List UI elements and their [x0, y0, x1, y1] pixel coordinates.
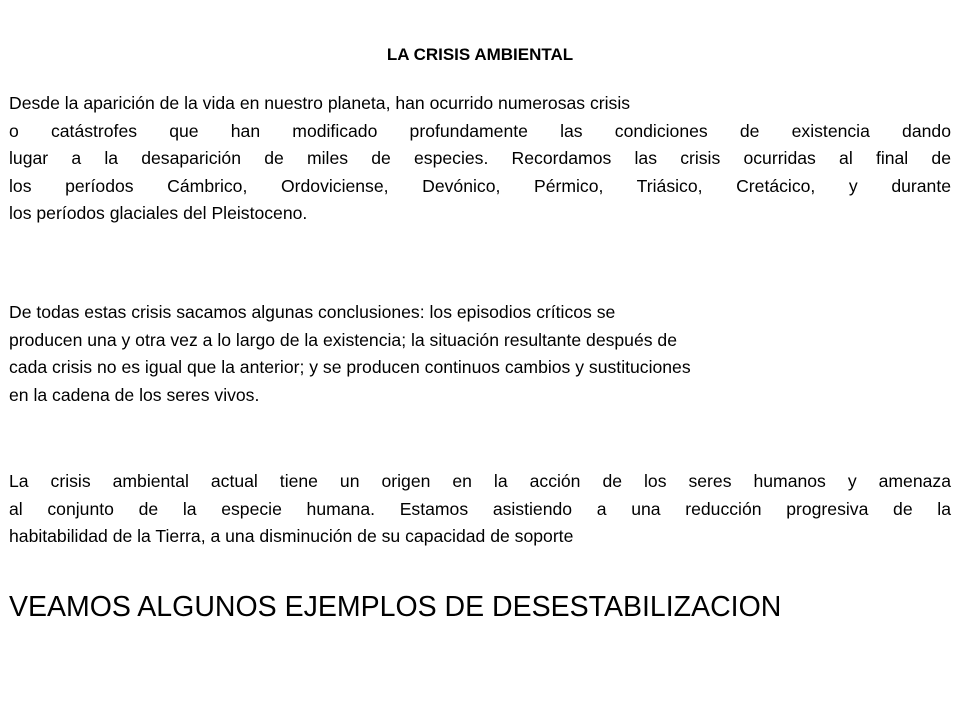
- paragraph-1-line: o catástrofes que han modificado profundamente las condiciones de existencia dando: [9, 120, 951, 141]
- paragraph-3: [9, 468, 951, 551]
- paragraph-1: [9, 90, 951, 228]
- paragraph-1-line: lugar a la desaparición de miles de especies. Recordamos las crisis ocurridas al final de: [9, 148, 951, 168]
- paragraph-1-line: los períodos Cámbrico, Ordoviciense, Devónico, Pérmico, Triásico, Cretácico, y durante: [9, 175, 951, 196]
- headline: VEAMOS ALGUNOS EJEMPLOS DE DESESTABILIZACION: [9, 591, 782, 623]
- paragraph-1-line: los períodos glaciales del Pleistoceno.: [9, 203, 308, 223]
- page-title: LA CRISIS AMBIENTAL: [386, 45, 574, 64]
- paragraph-3-line: habitabilidad de la Tierra, a una disminución de su capacidad de soporte: [9, 526, 574, 546]
- paragraph-2: [9, 299, 951, 409]
- paragraph-2-line: en la cadena de los seres vivos.: [9, 384, 260, 405]
- paragraph-2-line: cada crisis no es igual que la anterior; y se producen continuos cambios y sustituciones: [9, 357, 691, 377]
- paragraph-3-line: al conjunto de la especie humana. Estamos asistiendo a una reducción progresiva de la: [9, 498, 951, 519]
- paragraph-2-line: De todas estas crisis sacamos algunas conclusiones: los episodios críticos se: [9, 302, 616, 322]
- paragraph-3-line: La crisis ambiental actual tiene un origen en la acción de los seres humanos y amenaza: [9, 471, 951, 491]
- paragraph-2-line: producen una y otra vez a lo largo de la existencia; la situación resultante después de: [9, 329, 678, 350]
- paragraph-1-line: Desde la aparición de la vida en nuestro planeta, han ocurrido numerosas crisis: [9, 93, 631, 113]
